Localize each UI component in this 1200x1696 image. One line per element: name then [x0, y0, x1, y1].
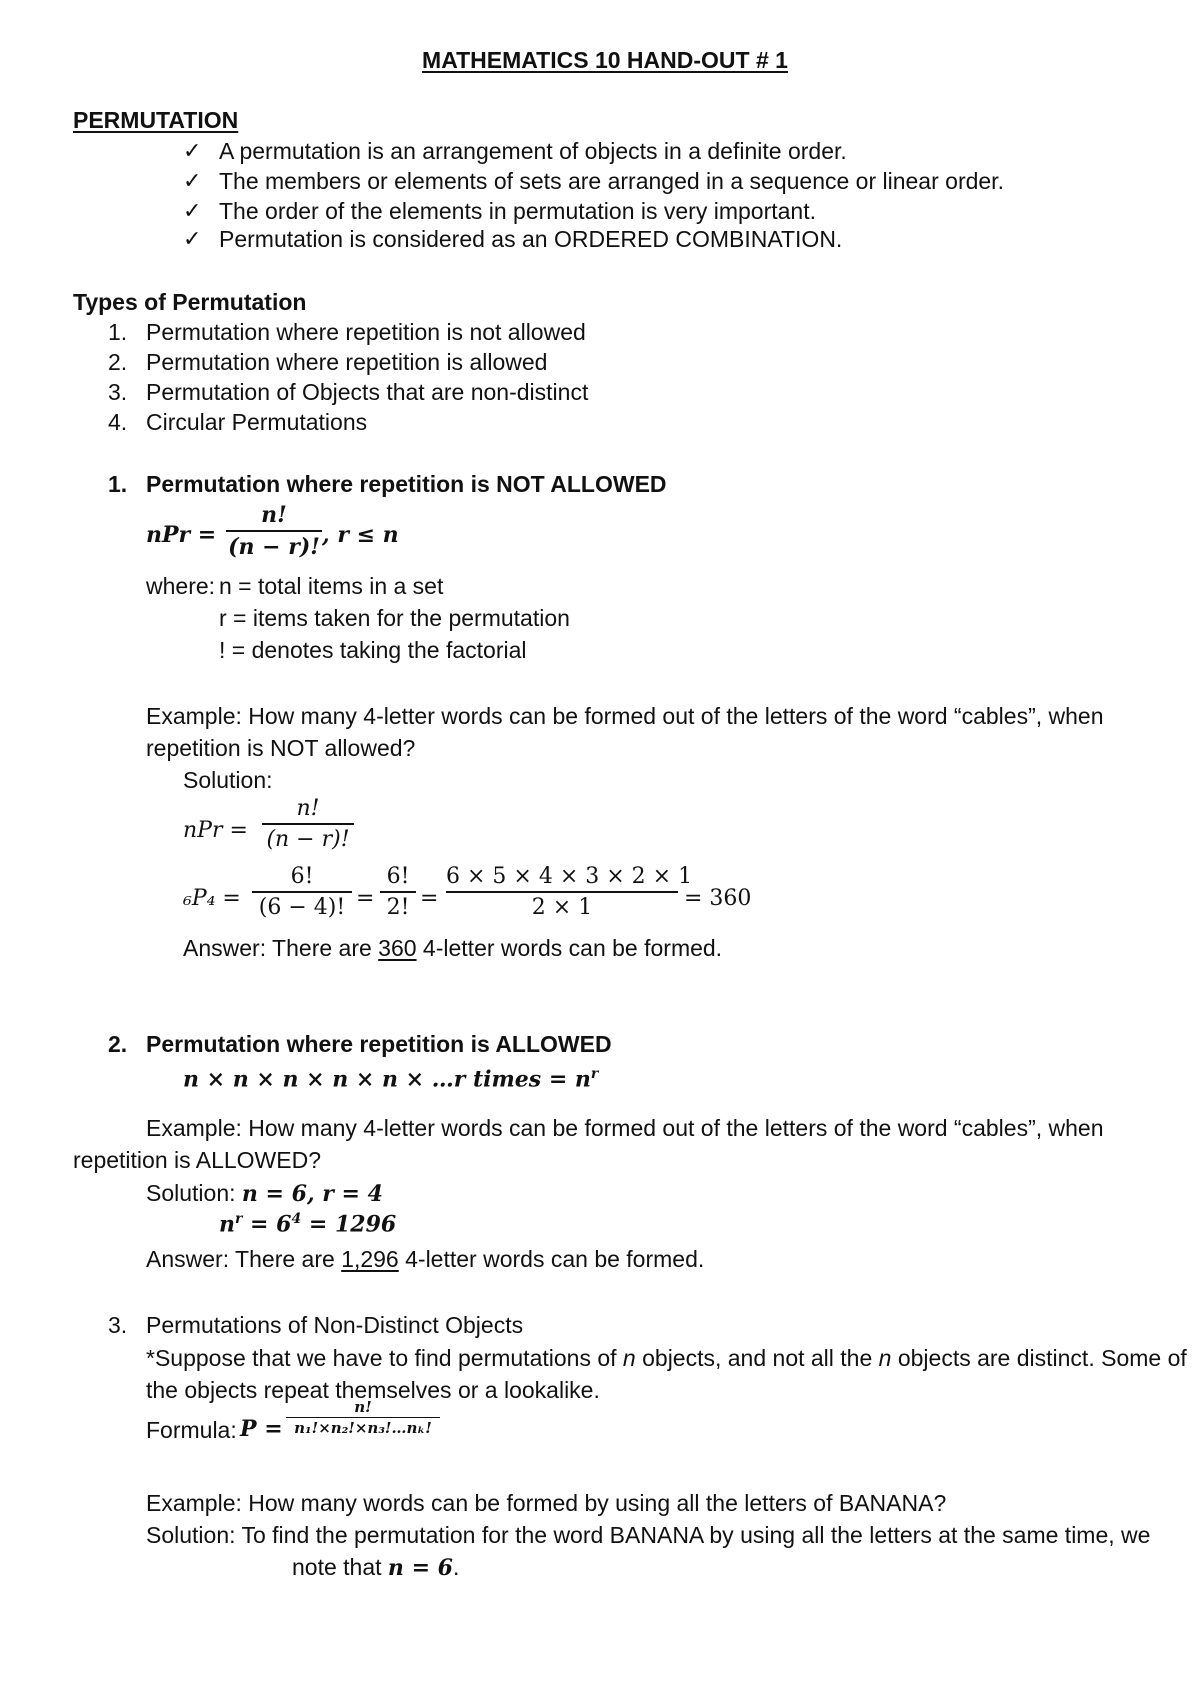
- solution-label: Solution:: [146, 1180, 242, 1206]
- fraction-numerator: n!: [354, 1398, 372, 1416]
- section2-example-line1: Example: How many 4-letter words can be formed out of the letters of the word “cables”, when: [146, 1115, 1104, 1141]
- desc-text: *Suppose that we have to find permutations of: [146, 1345, 623, 1371]
- solution-math: n = 6: [387, 1555, 453, 1581]
- section1-number: 1.: [108, 471, 128, 497]
- answer-suffix: 4-letter words can be formed.: [416, 935, 723, 961]
- section3-desc-line2: the objects repeat themselves or a lookalike.: [146, 1377, 600, 1403]
- solution-formula-lhs: nPr =: [183, 818, 248, 843]
- page-title: MATHEMATICS 10 HAND-OUT # 1: [422, 47, 788, 73]
- type-number: 3.: [108, 379, 128, 405]
- where-factorial: ! = denotes taking the factorial: [219, 637, 527, 663]
- section2-number: 2.: [108, 1031, 128, 1057]
- section1-formula-lhs: nPr =: [146, 522, 217, 548]
- answer-prefix: Answer: There are: [146, 1246, 342, 1272]
- fraction-bar: [262, 823, 354, 825]
- fraction-denominator: 2 × 1: [531, 895, 593, 920]
- section1-solution-label: Solution:: [183, 767, 273, 793]
- fraction-denominator: (n − r)!: [228, 534, 320, 560]
- calc-exponent-2: 4: [291, 1211, 302, 1227]
- check-icon: ✓: [183, 198, 202, 223]
- desc-var: n: [622, 1345, 636, 1371]
- formula-text: n × n × n × n × n × …r times = n: [183, 1066, 591, 1093]
- fraction-denominator: n₁!×n₂!×n₃!…nₖ!: [294, 1419, 432, 1437]
- section1-title: Permutation where repetition is NOT ALLOWED: [146, 471, 667, 497]
- section1-formula-condition: , r ≤ n: [322, 522, 399, 548]
- answer-prefix: Answer: There are: [183, 935, 379, 961]
- calc-result: = 360: [684, 886, 752, 911]
- section3-example: Example: How many words can be formed by using all the letters of BANANA?: [146, 1490, 947, 1516]
- section1-example-line1: Example: How many 4-letter words can be formed out of the letters of the word “cables”, when: [146, 703, 1104, 729]
- calc-fraction-1: [252, 864, 352, 920]
- type-item: Circular Permutations: [146, 409, 368, 435]
- formula-exponent: r: [590, 1066, 599, 1082]
- fraction-numerator: n!: [296, 796, 320, 821]
- solution-formula-fraction: [262, 796, 354, 852]
- calc-base: n: [219, 1211, 235, 1238]
- where-label: where:: [146, 573, 216, 599]
- calc-equals: =: [420, 886, 439, 911]
- answer-suffix: 4-letter words can be formed.: [398, 1246, 705, 1272]
- solution-text: note that: [292, 1554, 388, 1580]
- fraction-bar: [380, 891, 416, 893]
- type-number: 1.: [108, 319, 128, 345]
- section3-formula-fraction: [286, 1398, 440, 1437]
- answer-value: 1,296: [341, 1246, 399, 1272]
- calc-equals: =: [356, 886, 375, 911]
- intro-point: Permutation is considered as an ORDERED COMBINATION.: [219, 226, 843, 252]
- section3-number: 3.: [108, 1312, 128, 1338]
- section3-solution-line2: [292, 1553, 459, 1582]
- intro-point: The members or elements of sets are arranged in a sequence or linear order.: [219, 168, 1004, 194]
- section2-formula: [183, 1066, 598, 1092]
- type-number: 2.: [108, 349, 128, 375]
- fraction-denominator: (n − r)!: [266, 827, 350, 852]
- check-icon: ✓: [183, 226, 202, 251]
- section3-formula-label: Formula:: [146, 1417, 237, 1443]
- section2-calc: [219, 1211, 396, 1237]
- section2-title: Permutation where repetition is ALLOWED: [146, 1031, 612, 1057]
- intro-point: A permutation is an arrangement of objects in a definite order.: [219, 138, 847, 164]
- desc-text: objects, and not all the: [635, 1345, 879, 1371]
- calc-lhs: ₆P₄ =: [183, 886, 241, 911]
- section3-solution-line1: Solution: To find the permutation for the word BANANA by using all the letters at the same time, we: [146, 1522, 1151, 1548]
- fraction-denominator: (6 − 4)!: [258, 895, 346, 920]
- fraction-bar: [286, 1417, 440, 1418]
- fraction-bar: [226, 530, 322, 532]
- check-icon: ✓: [183, 138, 202, 163]
- check-icon: ✓: [183, 168, 202, 193]
- section2-solution: [146, 1179, 383, 1208]
- calc-middle: = 6: [242, 1211, 292, 1238]
- type-item: Permutation of Objects that are non-distinct: [146, 379, 589, 405]
- intro-point: The order of the elements in permutation is very important.: [219, 198, 817, 224]
- section3-formula-lhs: P =: [240, 1416, 283, 1442]
- section1-formula-fraction: [226, 502, 322, 560]
- answer-value: 360: [378, 935, 417, 961]
- section1-answer: [183, 934, 722, 962]
- fraction-numerator: 6 × 5 × 4 × 3 × 2 × 1: [446, 864, 693, 889]
- fraction-numerator: 6!: [290, 864, 314, 889]
- section3-desc-line1: [146, 1344, 1187, 1372]
- type-item: Permutation where repetition is not allowed: [146, 319, 586, 345]
- fraction-numerator: 6!: [386, 864, 410, 889]
- type-number: 4.: [108, 409, 128, 435]
- fraction-bar: [446, 891, 678, 893]
- fraction-numerator: n!: [261, 502, 287, 528]
- where-r: r = items taken for the permutation: [219, 605, 570, 631]
- solution-text: .: [452, 1554, 460, 1580]
- solution-values: n = 6, r = 4: [241, 1181, 383, 1207]
- fraction-bar: [252, 891, 352, 893]
- desc-text: objects are distinct. Some of: [891, 1345, 1187, 1371]
- type-item: Permutation where repetition is allowed: [146, 349, 548, 375]
- section2-answer: [146, 1245, 704, 1273]
- where-n: n = total items in a set: [219, 573, 444, 599]
- calc-end: = 1296: [301, 1211, 397, 1238]
- calc-exponent: r: [235, 1211, 243, 1227]
- section3-title: Permutations of Non-Distinct Objects: [146, 1312, 524, 1338]
- permutation-heading: PERMUTATION: [73, 107, 239, 133]
- fraction-denominator: 2!: [386, 895, 410, 920]
- section1-example-line2: repetition is NOT allowed?: [146, 735, 416, 761]
- calc-fraction-3: [446, 864, 693, 920]
- section2-example-line2: repetition is ALLOWED?: [73, 1147, 322, 1173]
- types-heading: Types of Permutation: [73, 289, 307, 315]
- calc-fraction-2: [380, 864, 416, 920]
- desc-var: n: [878, 1345, 892, 1371]
